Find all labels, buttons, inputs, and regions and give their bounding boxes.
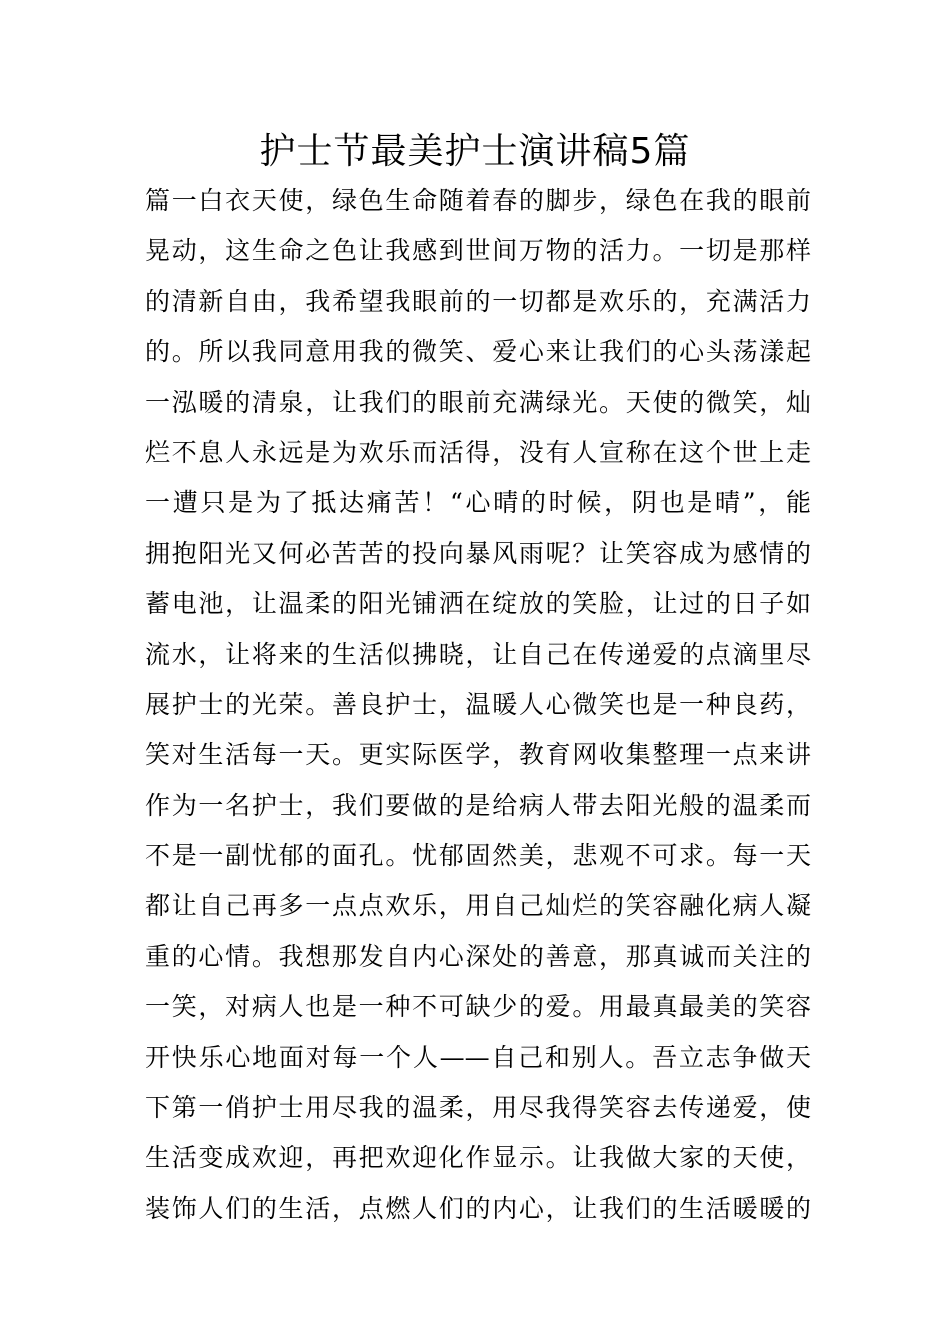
document-title: 护士节最美护士演讲稿5篇 [259,131,691,172]
document-body [145,180,811,1238]
body-line: 的。所以我同意用我的微笑、爱心来让我们的心头荡漾起 [145,337,811,367]
body-line: 拥抱阳光又何必苦苦的投向暴风雨呢？让笑容成为感情的 [145,538,811,568]
body-line: 作为一名护士，我们要做的是给病人带去阳光般的温柔而 [145,790,811,820]
body-line: 展护士的光荣。善良护士，温暖人心微笑也是一种良药， [145,689,811,719]
body-line: 篇一白衣天使，绿色生命随着春的脚步，绿色在我的眼前 [145,186,811,215]
body-line: 蓄电池，让温柔的阳光铺洒在绽放的笑脸，让过的日子如 [145,589,811,619]
body-line: 的清新自由，我希望我眼前的一切都是欢乐的，充满活力 [145,286,811,316]
body-line: 重的心情。我想那发自内心深处的善意，那真诚而关注的 [145,941,811,971]
body-line: 烂不息人永远是为欢乐而活得，没有人宣称在这个世上走 [145,437,811,467]
body-line: 都让自己再多一点点欢乐，用自己灿烂的笑容融化病人凝 [145,891,811,921]
body-line: 一遭只是为了抵达痛苦！“心晴的时候，阴也是晴”，能 [145,488,811,518]
body-line: 晃动，这生命之色让我感到世间万物的活力。一切是那样 [145,236,811,266]
body-line: 下第一俏护士用尽我的温柔，用尽我得笑容去传递爱，使 [145,1093,811,1123]
body-line: 一笑，对病人也是一种不可缺少的爱。用最真最美的笑容 [145,992,811,1022]
body-line: 笑对生活每一天。更实际医学，教育网收集整理一点来讲 [145,740,811,770]
body-line: 流水，让将来的生活似拂晓，让自己在传递爱的点滴里尽 [145,639,811,669]
body-line: 装饰人们的生活，点燃人们的内心，让我们的生活暖暖的 [145,1193,811,1223]
body-line: 一泓暖的清泉，让我们的眼前充满绿光。天使的微笑，灿 [145,387,811,417]
body-line: 不是一副忧郁的面孔。忧郁固然美，悲观不可求。每一天 [145,841,811,871]
body-line: 开快乐心地面对每一个人——自己和别人。吾立志争做天 [145,1042,811,1072]
body-line: 生活变成欢迎，再把欢迎化作显示。让我做大家的天使， [145,1143,811,1173]
